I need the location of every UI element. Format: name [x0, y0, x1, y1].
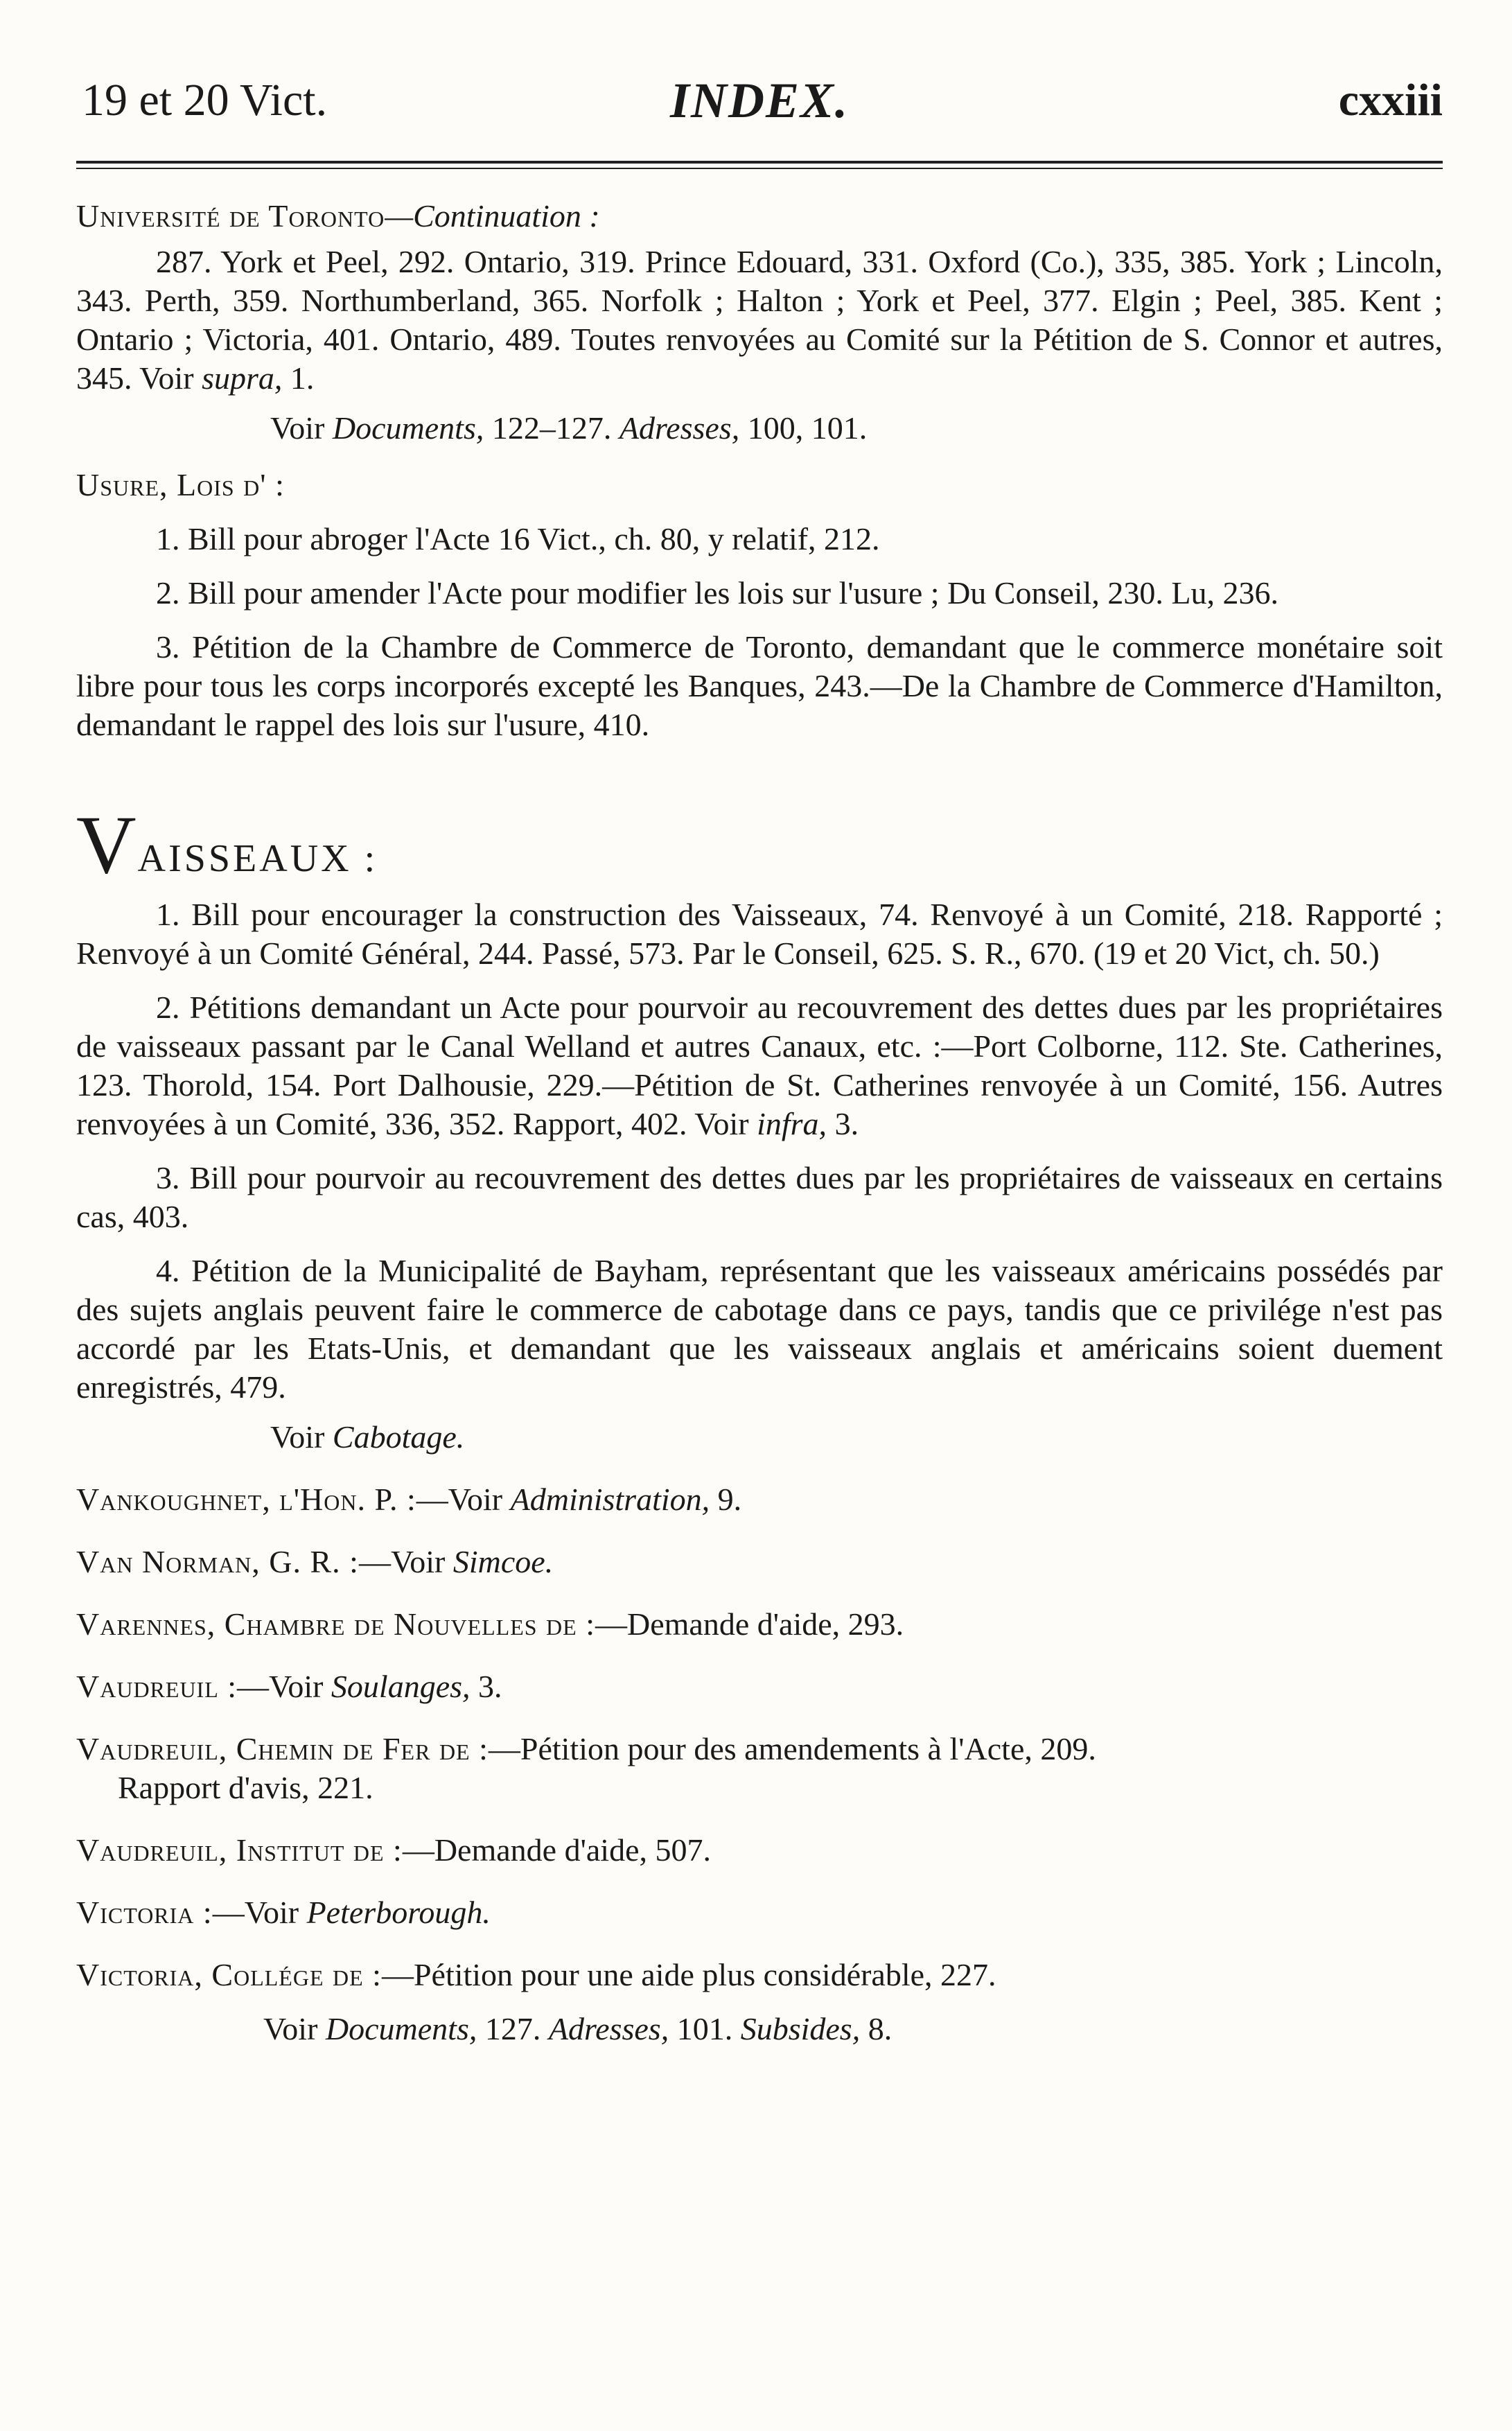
cross-ref: Peterborough. [306, 1895, 491, 1930]
vaisseaux-item-1: 1. Bill pour encourager la construction des Vaisseaux, 74. Renvoyé à un Comité, 218. Rapporté ; Renvoyé à un Comité Général, 244. Passé, 573. Par le Conseil, 625. S. R., 670. (19 et 20 Vict, ch. 50.) [76, 897, 1443, 971]
entry-continuation: —Continuation : [385, 198, 600, 234]
entry-headword: Vankoughnet, l'Hon. P. : [76, 1482, 416, 1517]
cross-ref-page: 3. [827, 1106, 859, 1141]
entry-universite-text [76, 243, 1443, 398]
entry-victoria-college [76, 1956, 1443, 1994]
cross-ref: infra, [757, 1106, 827, 1141]
cross-ref: Soulanges, [331, 1669, 471, 1704]
entry-universite-heading [76, 197, 1443, 236]
cross-ref-page: 1. [282, 360, 315, 396]
running-head [76, 69, 1443, 132]
vaisseaux-voir [270, 1418, 1443, 1457]
entry-text: —Pétition pour des amendements à l'Acte, 209. [488, 1731, 1096, 1766]
entry-headword: Vaudreuil, Chemin de Fer de : [76, 1731, 489, 1766]
entry-headword: Varennes, Chambre de Nouvelles de : [76, 1606, 595, 1642]
entry-victoria-college-voir [263, 2010, 1443, 2048]
entry-text: —Demande d'aide, 293. [595, 1606, 904, 1642]
entry-text: —Voir [358, 1544, 453, 1579]
usure-item-3: 3. Pétition de la Chambre de Commerce de Toronto, demandant que le commerce monétaire soit libre pour tous les corps incorporés excepté les Banques, 243.—De la Chambre de Commerce d'Hamilton, demandant le rappel des lois sur l'usure, 410. [76, 629, 1443, 742]
entry-usure-heading [76, 466, 1443, 504]
index-page [76, 69, 1443, 2048]
entry-varennes [76, 1605, 1443, 1644]
cross-ref-pages: 100, 101. [739, 410, 868, 446]
cross-ref-subsides: Subsides, [740, 2011, 861, 2046]
usure-item-1: 1. Bill pour abroger l'Acte 16 Vict., ch. 80, y relatif, 212. [156, 521, 880, 556]
cross-ref-documents: Documents, [325, 2011, 477, 2046]
header-rule [76, 161, 1443, 169]
vaisseaux-item-3: 3. Bill pour pourvoir au recouvrement des dettes dues par les propriétaires de vaisseaux en certains cas, 403. [76, 1160, 1443, 1234]
cross-ref: Simcoe. [452, 1544, 554, 1579]
entry-headword: Université de Toronto [76, 198, 385, 234]
entry-continuation-line: Rapport d'avis, 221. [118, 1770, 373, 1805]
cross-ref-page: 3. [470, 1669, 502, 1704]
cross-ref-pages: 8. [860, 2011, 893, 2046]
vaisseaux-item-4: 4. Pétition de la Municipalité de Bayham, représentant que les vaisseaux américains possédés par des sujets anglais peuvent faire le commerce de cabotage dans ce pays, tandis que ce privilége n'est pas accordé par les Etats-Unis, et demandant que les vaisseaux anglais et américains soient duement enregistrés, 479. [76, 1253, 1443, 1405]
usure-item-2: 2. Bill pour amender l'Acte pour modifier les lois sur l'usure ; Du Conseil, 230. Lu, 236. [156, 575, 1278, 611]
entry-headword: Victoria : [76, 1895, 213, 1930]
cross-ref-pages: 101. [669, 2011, 741, 2046]
entry-universite-voir [270, 409, 1443, 448]
section-heading-v [76, 798, 1443, 890]
vaisseaux-item-2 [76, 988, 1443, 1143]
cross-ref: Administration, [510, 1482, 710, 1517]
cross-ref-documents: Documents, [332, 410, 484, 446]
cross-ref-pages: 127. [477, 2011, 549, 2046]
entry-text: —Voir [416, 1482, 511, 1517]
running-head-left: 19 et 20 Vict. [82, 75, 328, 125]
entry-vaudreuil [76, 1667, 1443, 1706]
cross-ref-adresses: Adresses, [619, 410, 740, 446]
section-word: AISSEAUX : [137, 837, 378, 880]
entry-vaudreuil-chemin [76, 1730, 1443, 1807]
running-head-title: INDEX. [669, 73, 850, 128]
voir-label: Voir [270, 1419, 333, 1455]
entry-text: 2. Pétitions demandant un Acte pour pourvoir au recouvrement des dettes dues par les propriétaires de vaisseaux passant par le Canal Welland et autres Canaux, etc. :—Port Colborne, 112. Ste. Catherines, 123. Thorold, 154. Port Dalhousie, 229.—Pétition de St. Catherines renvoyée à un Comité, 156. Autres renvoyées à un Comité, 336, 352. Rapport, 402. Voir [76, 990, 1443, 1141]
entry-text: —Demande d'aide, 507. [402, 1832, 711, 1868]
entry-vaudreuil-institut [76, 1831, 1443, 1870]
entry-headword: Vaudreuil : [76, 1669, 238, 1704]
entry-text: —Pétition pour une aide plus considérable, 227. [381, 1957, 996, 1992]
section-initial: V [76, 798, 137, 890]
cross-ref: supra, [202, 360, 283, 396]
entry-van-norman [76, 1543, 1443, 1581]
voir-label: Voir [270, 410, 333, 446]
cross-ref-adresses: Adresses, [548, 2011, 669, 2046]
entry-victoria [76, 1893, 1443, 1932]
entry-headword: Vaudreuil, Institut de : [76, 1832, 403, 1868]
page-number: cxxiii [1338, 75, 1443, 125]
entry-text: 287. York et Peel, 292. Ontario, 319. Prince Edouard, 331. Oxford (Co.), 335, 385. York ; Lincoln, 343. Perth, 359. Northumberland, 365. Norfolk ; Halton ; York et Peel, 377. Elgin ; Peel, 385. Kent ; Ontario ; Victoria, 401. Ontario, 489. Toutes renvoyées au Comité sur la Pétition de S. Connor et autres, 345. Voir [76, 244, 1443, 396]
cross-ref-pages: 122–127. [484, 410, 619, 446]
entry-vankoughnet [76, 1480, 1443, 1519]
voir-label: Voir [263, 2011, 326, 2046]
cross-ref-cabotage: Cabotage. [332, 1419, 465, 1455]
entry-headword: Victoria, Collége de : [76, 1957, 382, 1992]
entry-text: —Voir [237, 1669, 331, 1704]
entry-headword: Usure, Lois d' : [76, 467, 285, 502]
cross-ref-page: 9. [710, 1482, 742, 1517]
entry-text: —Voir [212, 1895, 307, 1930]
index-body [76, 197, 1443, 2048]
entry-headword: Van Norman, G. R. : [76, 1544, 359, 1579]
